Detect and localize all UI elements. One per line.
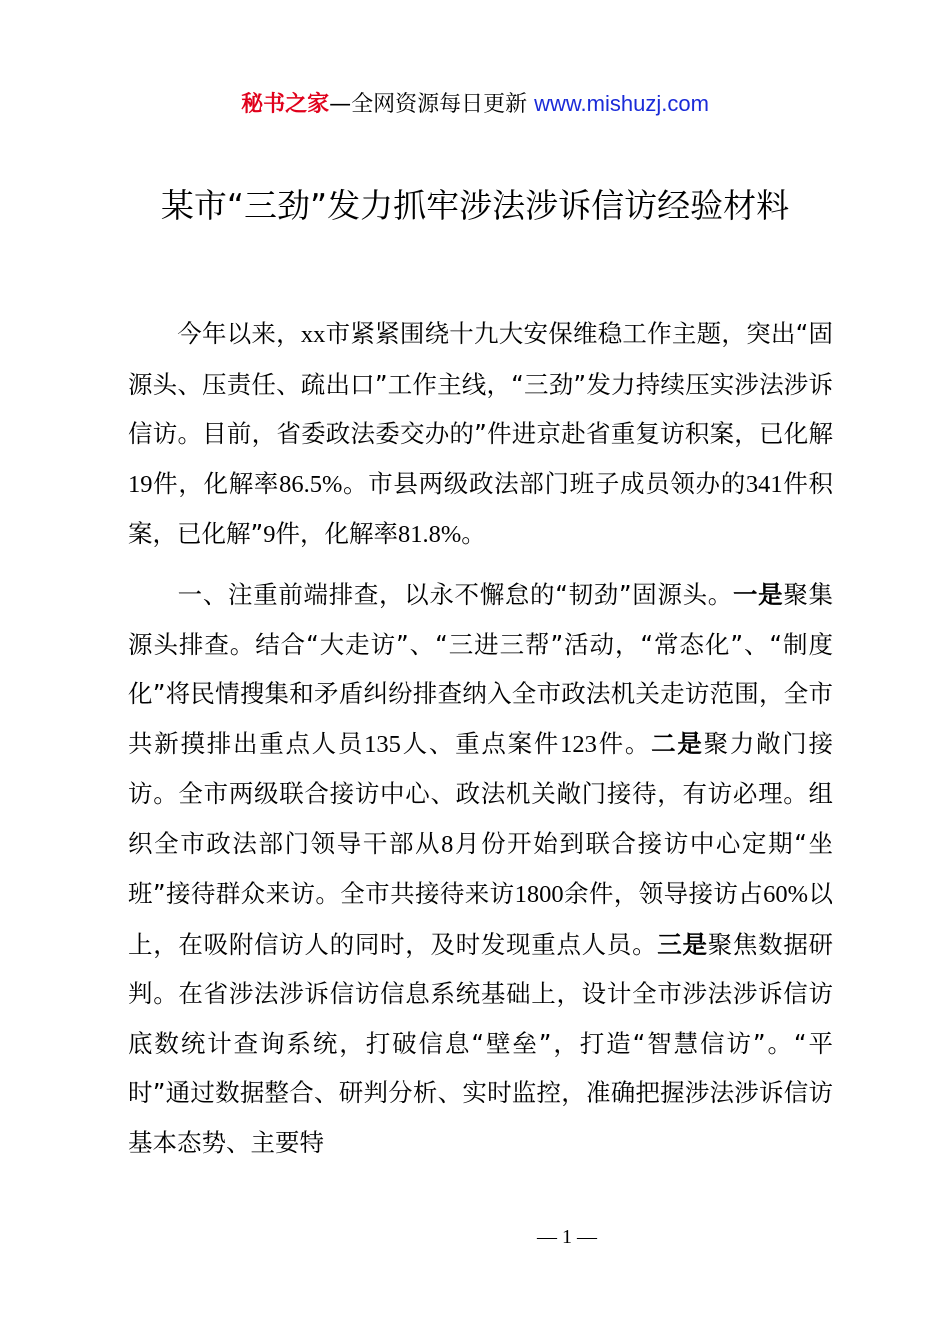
text-segment: 市紧紧围绕十九大安保维稳工作主题，突出“固源头、压责任、疏出口”工作主线，“三劲”发力持续压实涉法涉诉信访。目前，省委政法委交办的”件进京赴省重复访积案，已化解 [128, 319, 833, 448]
text-segment: 。市县两级政法部门班子成员领办的 [342, 468, 746, 498]
site-header [0, 88, 950, 121]
text-segment: 19 [128, 470, 153, 498]
text-segment: 件，化解率 [275, 519, 398, 548]
brand-name: 秘书之家 [241, 92, 330, 117]
bold-lead: 一是 [732, 580, 784, 609]
text-segment: 341 [745, 470, 783, 498]
text-segment: 1800 [514, 881, 564, 908]
header-tagline: —全网资源每日更新 [329, 92, 528, 117]
text-segment: 60% [763, 881, 809, 908]
page-number [0, 1222, 950, 1252]
text-segment: 123 [560, 730, 597, 758]
text-segment: 以上，在吸附信访人的同时，及时发现重点人员。 [128, 879, 833, 959]
text-segment: 聚集源头排查。结合“大走访”、“三进三帮”活动，“常态化”、“制度化”将民情搜集和矛盾纠纷排查纳入全市政法机关走访范围，全市共新摸排出重点人员 [128, 580, 833, 758]
text-segment: 人、重点案件 [400, 728, 561, 758]
text-segment: 。 [461, 519, 486, 548]
text-segment: 今年以来， [177, 319, 301, 348]
text-segment: 135 [364, 730, 401, 758]
paragraph-intro [128, 309, 833, 560]
text-segment: 件积案，已化解” [128, 468, 834, 548]
text-segment: 8 [441, 830, 454, 858]
text-segment: 聚焦数据研判。在省涉法涉诉信访信息系统基础上，设计全市涉法涉诉信访底数统计查询系统，打破信息“壁垒”，打造“智慧信访”。“平时”通过数据整合、研判分析、实时监控，准确把握涉法涉诉信访基本态势、主要特 [128, 929, 834, 1157]
text-segment: xx [300, 321, 326, 348]
page-number-text: — 1 — [537, 1226, 597, 1248]
site-url-link[interactable]: www.mishuzj.com [534, 91, 709, 116]
text-segment: 件。 [596, 728, 652, 758]
text-segment: 86.5% [279, 470, 343, 498]
document-title: 某市“三劲”发力抓牢涉法涉诉信访经验材料 [160, 186, 790, 225]
text-segment: 月份开始到联合接访中心定期“坐班”接待群众来访。全市共接待来访 [128, 828, 833, 908]
bold-lead: 三是 [657, 929, 708, 959]
text-segment: 聚力敞门接访。全市两级联合接访中心、政法机关敞门接待，有访必理。组织全市政法部门领导干部从 [128, 728, 834, 858]
paragraph-section-one [128, 570, 833, 1167]
text-segment: 件，化解率 [152, 468, 280, 498]
text-segment: 81.8% [397, 521, 462, 548]
text-segment: 余件，领导接访占 [563, 879, 764, 908]
text-segment: 9 [263, 521, 276, 548]
bold-lead: 二是 [651, 728, 704, 758]
section-heading: 一、注重前端排查，以永不懈怠的“韧劲”固源头。 [177, 580, 733, 609]
